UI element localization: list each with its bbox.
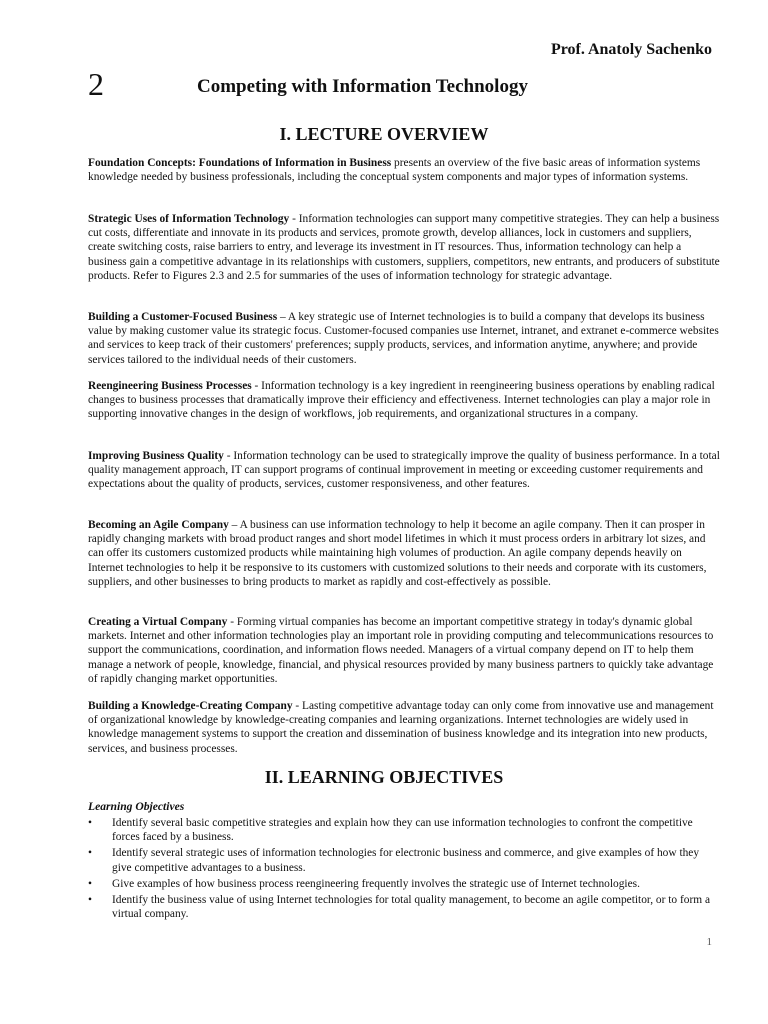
list-item-text: Identify several basic competitive strategies and explain how they can use information technologies to confront the competitive forces faced by a business. [112,817,693,844]
chapter-number: 2 [88,66,104,102]
list-item [88,816,720,844]
paragraph-lead: Improving Business Quality [88,450,224,462]
paragraph-text: presents an overview of the five basic areas of information systems knowledge needed by business professionals, including the conceptual system components and major types of information systems. [88,157,701,184]
paragraph-text: - Information technologies can support many competitive strategies. They can help a business cut costs, differentiate and innovate in its products and services, promote growth, develop alliances, lock in customers and suppliers, create switching costs, raise barriers to entry, and leverage its investment in IT resources. Thus, information technology can help a business gain a competitive advantage in its relationships with customers, suppliers, competitors, new entrants, and producers of substitute products. Refer to Figures 2.3 and 2.5 for summaries of the uses of information technology for strategic advantage. [88,213,720,282]
list-item [88,893,720,921]
paragraph-lead: Reengineering Business Processes [88,380,252,392]
list-item [88,846,720,874]
overview-paragraph [88,518,720,589]
bullet-icon: • [88,847,92,860]
bullet-icon: • [88,817,92,829]
paragraph-lead: Building a Knowledge-Creating Company [88,700,293,712]
bullet-icon: • [88,894,92,907]
overview-paragraph [88,699,720,756]
paragraph-lead: Building a Customer-Focused Business [88,311,278,323]
paragraph-text: – A business can use information technology to help it become an agile company. Then it can prosper in rapidly changing markets with broad product ranges and short model lifetimes in which it must process orders in arbitrary lot sizes, and can offer its customers customized products while maintaining high volumes of production. An agile company depends heavily on Internet technologies to help it be responsive to its customers with customized solutions to their needs and corporate with its customers, suppliers, and other businesses to bring products to market as rapidly and cost-effectively as possible. [88,519,707,588]
learning-objectives-label: Learning Objectives [88,800,185,813]
paragraph-lead: Foundation Concepts: Foundations of Information in Business [88,157,392,169]
paragraph-lead: Strategic Uses of Information Technology [88,213,290,225]
learning-objectives-heading: II. LEARNING OBJECTIVES [264,767,504,787]
paragraph-text: - Information technology is a key ingredient in reengineering business operations by enabling radical changes to business processes that dramatically improve their efficiency and effectiveness. Internet technologies can play a major role in supporting innovative changes in the design of workflows, job requirements, and organizational structures in a company. [88,380,715,421]
overview-paragraph [88,615,720,686]
paragraph-text: - Lasting competitive advantage today can only come from innovative use and management of organizational knowledge by knowledge-creating companies and learning organizations. Internet technologies are widely used in knowledge management systems to support the creation and dissemination of business knowledge and its integration into new products, services, and business processes. [88,700,714,755]
paragraph-lead: Becoming an Agile Company [88,519,229,531]
overview-paragraph [88,212,720,283]
paragraph-text: - Information technology can be used to strategically improve the quality of business performance. In a total quality management approach, IT can support programs of continual improvement in meeting or exceeding customer requirements and expectations about the quality of products, services, customer responsiveness, and other features. [88,450,720,491]
author-name: Prof. Anatoly Sachenko [550,41,712,58]
page-number: 1 [706,936,712,948]
paragraph-text: – A key strategic use of Internet technologies is to build a company that develops its business value by making customer value its strategic focus. Customer-focused companies use Internet, intranet, and extranet e-commerce websites and services to keep track of their customers' preferences; supply products, services, and information anytime, anywhere; and provide services tailored to the individual needs of their customers. [88,311,719,366]
chapter-title: Competing with Information Technology [197,76,528,97]
learning-objectives-list [88,816,720,923]
list-item-text: Identify the business value of using Internet technologies for total quality management, to become an agile competitor, or to form a virtual company. [112,894,711,921]
lecture-overview-heading: I. LECTURE OVERVIEW [279,124,489,144]
bullet-icon: • [88,877,92,890]
list-item [88,877,720,891]
paragraph-lead: Creating a Virtual Company [88,616,228,628]
list-item-text: Identify several strategic uses of information technologies for electronic business and commerce, and give examples of how they give competitive advantages to a business. [112,847,700,874]
overview-paragraph [88,310,720,367]
overview-paragraph [88,156,720,184]
list-item-text: Give examples of how business process reengineering frequently involves the strategic use of Internet technologies. [112,877,640,890]
overview-paragraph [88,449,720,492]
overview-paragraph [88,379,720,422]
paragraph-text: - Forming virtual companies has become an important competitive strategy in today's dynamic global markets. Internet and other information technologies play an important role in providing computing and telecommunications resources to support the communications, coordination, and information flows needed. Managers of a virtual company depend on IT to help them manage a network of people, knowledge, financial, and physical resources provided by many business partners to quickly take advantage of rapidly changing market opportunities. [88,616,714,685]
